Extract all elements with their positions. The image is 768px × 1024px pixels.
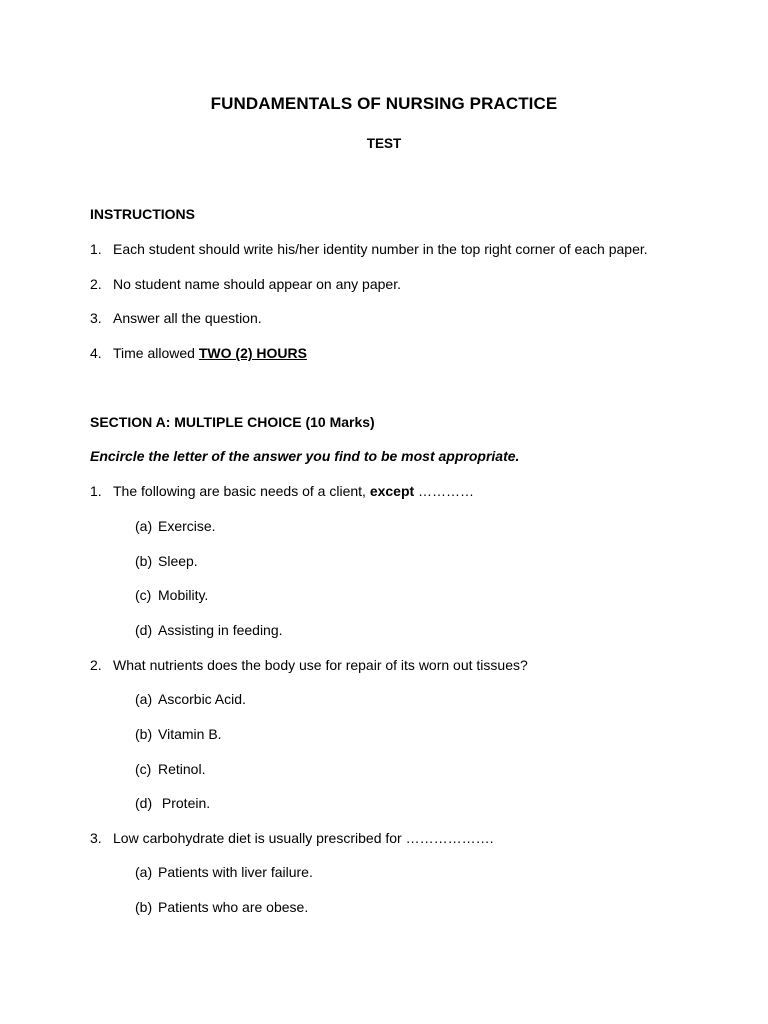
option-text: Assisting in feeding.: [158, 622, 283, 638]
option-text: Retinol.: [158, 761, 206, 777]
question-emphasis: except: [369, 483, 415, 499]
instruction-number: 2.: [90, 276, 102, 292]
instruction-number: 4.: [90, 345, 102, 361]
option-text: Exercise.: [158, 518, 216, 534]
option-letter: (d): [135, 622, 153, 638]
question-text: What nutrients does the body use for repair of its worn out tissues?: [113, 657, 528, 673]
option-letter: (a): [135, 691, 153, 707]
question-number: 3.: [90, 830, 102, 846]
option-text: Sleep.: [158, 553, 198, 569]
question-text: [113, 482, 474, 500]
option-letter: (b): [135, 553, 153, 569]
option-text: Patients who are obese.: [158, 899, 309, 915]
instructions-heading: INSTRUCTIONS: [90, 206, 195, 222]
option-letter: (b): [135, 726, 153, 742]
option-letter: (b): [135, 899, 153, 915]
section-a-directive: Encircle the letter of the answer you find to be most appropriate.: [90, 448, 520, 464]
option-letter: (a): [135, 518, 153, 534]
option-letter: (c): [135, 761, 152, 777]
document-title: FUNDAMENTALS OF NURSING PRACTICE: [210, 94, 558, 113]
option-text: Ascorbic Acid.: [158, 691, 246, 707]
option-text: Vitamin B.: [158, 726, 222, 742]
question-text: Low carbohydrate diet is usually prescribed for ……………….: [113, 830, 494, 846]
instruction-text: No student name should appear on any paper.: [113, 276, 401, 292]
instruction-number: 1.: [90, 241, 102, 257]
document-subtitle: TEST: [366, 136, 402, 151]
instruction-text-prefix: Time allowed: [113, 345, 199, 361]
option-text: Protein.: [158, 795, 211, 811]
option-letter: (d): [135, 795, 153, 811]
instruction-text: Answer all the question.: [113, 310, 262, 326]
option-letter: (c): [135, 587, 152, 603]
time-allowed-emphasis: TWO (2) HOURS: [198, 345, 307, 361]
question-text-suffix: …………: [414, 483, 475, 499]
instruction-text: [113, 344, 307, 362]
option-text: Mobility.: [158, 587, 209, 603]
instruction-number: 3.: [90, 310, 102, 326]
question-text-prefix: The following are basic needs of a client,: [113, 483, 370, 499]
option-letter: (a): [135, 864, 153, 880]
question-number: 1.: [90, 483, 102, 499]
question-number: 2.: [90, 657, 102, 673]
instruction-text: Each student should write his/her identity number in the top right corner of each paper.: [113, 241, 648, 257]
section-a-heading: SECTION A: MULTIPLE CHOICE (10 Marks): [90, 414, 375, 430]
option-text: Patients with liver failure.: [158, 864, 313, 880]
